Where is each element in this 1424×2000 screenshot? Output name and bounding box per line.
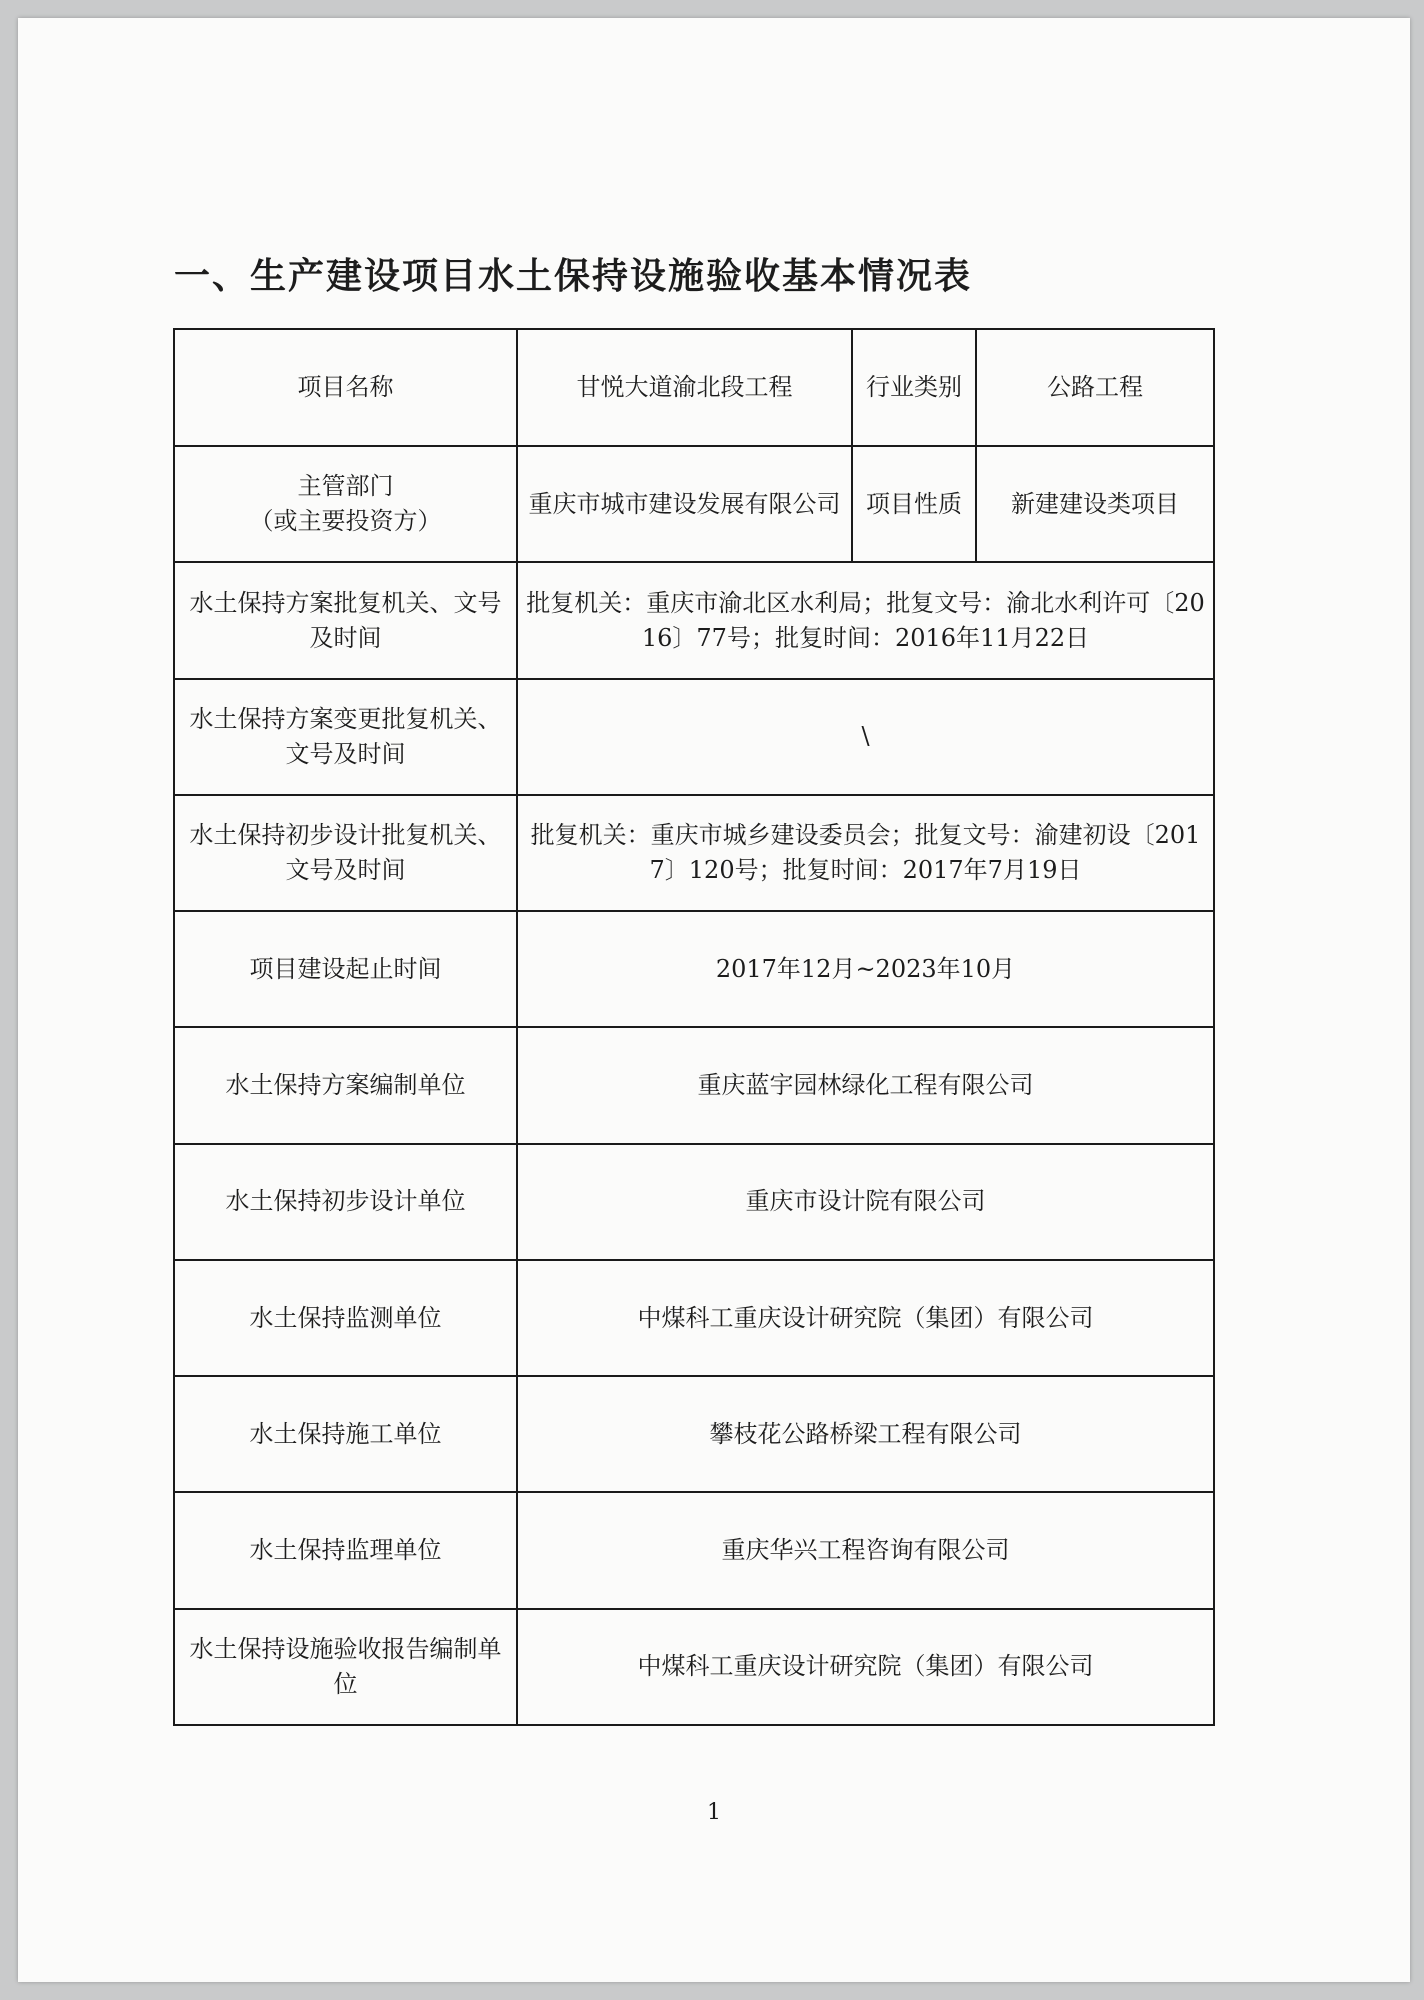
table-row <box>174 1492 1214 1608</box>
document-page <box>18 18 1410 1982</box>
construction-unit-label: 水土保持施工单位 <box>174 1376 517 1492</box>
project-nature-value: 新建建设类项目 <box>976 446 1214 562</box>
authority-value: 重庆市城市建设发展有限公司 <box>517 446 852 562</box>
acceptance-info-table <box>173 328 1215 1726</box>
table-row <box>174 562 1214 678</box>
plan-change-approval-label: 水土保持方案变更批复机关、文号及时间 <box>174 679 517 795</box>
page-number: 1 <box>707 1800 721 1825</box>
table-row <box>174 1609 1214 1725</box>
acceptance-report-compiler-value: 中煤科工重庆设计研究院（集团）有限公司 <box>517 1609 1214 1725</box>
preliminary-design-approval-value: 批复机关：重庆市城乡建设委员会；批复文号：渝建初设〔2017〕120号；批复时间：2017年7月19日 <box>517 795 1214 911</box>
table-row <box>174 1144 1214 1260</box>
plan-compiler-value: 重庆蓝宇园林绿化工程有限公司 <box>517 1027 1214 1143</box>
table-row <box>174 679 1214 795</box>
table-row <box>174 1027 1214 1143</box>
plan-approval-label: 水土保持方案批复机关、文号及时间 <box>174 562 517 678</box>
authority-label-line2: （或主要投资方） <box>249 507 442 536</box>
table-row <box>174 446 1214 562</box>
monitoring-unit-value: 中煤科工重庆设计研究院（集团）有限公司 <box>517 1260 1214 1376</box>
preliminary-design-approval-label: 水土保持初步设计批复机关、文号及时间 <box>174 795 517 911</box>
table-row <box>174 1376 1214 1492</box>
supervision-unit-label: 水土保持监理单位 <box>174 1492 517 1608</box>
authority-label-line1: 主管部门 <box>297 472 394 501</box>
industry-category-value: 公路工程 <box>976 329 1214 446</box>
table-row <box>174 795 1214 911</box>
plan-approval-value: 批复机关：重庆市渝北区水利局；批复文号：渝北水利许可〔2016〕77号；批复时间：2016年11月22日 <box>517 562 1214 678</box>
table-row <box>174 1260 1214 1376</box>
preliminary-designer-value: 重庆市设计院有限公司 <box>517 1144 1214 1260</box>
authority-label <box>174 446 517 562</box>
construction-period-label: 项目建设起止时间 <box>174 911 517 1027</box>
table-row <box>174 911 1214 1027</box>
project-nature-label: 项目性质 <box>852 446 976 562</box>
preliminary-designer-label: 水土保持初步设计单位 <box>174 1144 517 1260</box>
project-name-label: 项目名称 <box>174 329 517 446</box>
plan-change-approval-value: \ <box>517 679 1214 795</box>
supervision-unit-value: 重庆华兴工程咨询有限公司 <box>517 1492 1214 1608</box>
construction-period-value: 2017年12月~2023年10月 <box>517 911 1214 1027</box>
construction-unit-value: 攀枝花公路桥梁工程有限公司 <box>517 1376 1214 1492</box>
page-heading: 一、生产建设项目水土保持设施验收基本情况表 <box>174 256 973 297</box>
industry-category-label: 行业类别 <box>852 329 976 446</box>
monitoring-unit-label: 水土保持监测单位 <box>174 1260 517 1376</box>
acceptance-report-compiler-label: 水土保持设施验收报告编制单位 <box>174 1609 517 1725</box>
table-row <box>174 329 1214 446</box>
plan-compiler-label: 水土保持方案编制单位 <box>174 1027 517 1143</box>
project-name-value: 甘悦大道渝北段工程 <box>517 329 852 446</box>
